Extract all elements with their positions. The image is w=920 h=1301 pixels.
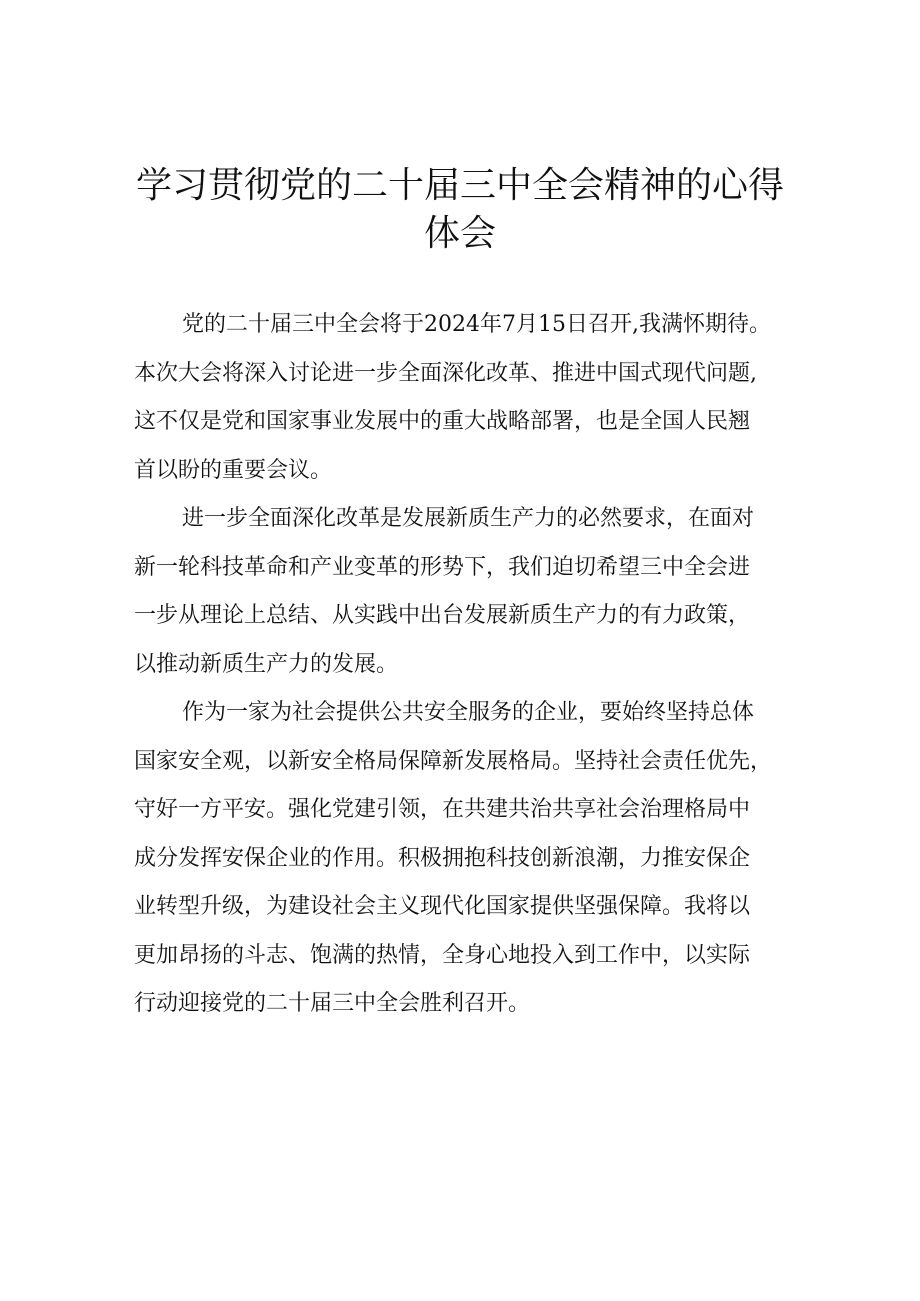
paragraph-line: 行动迎接党的二十届三中全会胜利召开。 bbox=[134, 991, 531, 1016]
paragraph-line: 以推动新质生产力的发展。 bbox=[134, 651, 399, 677]
paragraph-line: 新一轮科技革命和产业变革的形势下，我们迫切希望三中全会进 bbox=[134, 554, 751, 580]
paragraph-line: 成分发挥安保企业的作用。积极拥抱科技创新浪潮，力推安保企 bbox=[134, 845, 751, 871]
paragraph-1 bbox=[134, 301, 794, 495]
paragraph-line: 业转型升级，为建设社会主义现代化国家提供坚强保障。我将以 bbox=[134, 894, 751, 919]
paragraph-2 bbox=[134, 495, 794, 689]
paragraph-line: 进一步全面深化改革是发展新质生产力的必然要求，在面对 bbox=[182, 506, 755, 531]
paragraph-3 bbox=[134, 689, 794, 1029]
document-body bbox=[134, 301, 794, 1029]
title-line-2: 体会 bbox=[423, 213, 496, 254]
paragraph-line: 作为一家为社会提供公共安全服务的企业，要始终坚持总体 bbox=[182, 700, 755, 725]
paragraph-line: 首以盼的重要会议。 bbox=[134, 457, 333, 483]
document-title bbox=[130, 162, 790, 258]
paragraph-line: 国家安全观，以新安全格局保障新发展格局。坚持社会责任优先， bbox=[134, 748, 773, 774]
paragraph-line: 一步从理论上总结、从实践中出台发展新质生产力的有力政策， bbox=[134, 603, 751, 628]
title-line-1: 学习贯彻党的二十届三中全会精神的心得 bbox=[135, 165, 784, 206]
paragraph-line: 更加昂扬的斗志、饱满的热情，全身心地投入到工作中，以实际 bbox=[134, 942, 751, 968]
paragraph-line: 这不仅是党和国家事业发展中的重大战略部署，也是全国人民翘 bbox=[134, 409, 751, 434]
paragraph-line: 本次大会将深入讨论进一步全面深化改革、推进中国式现代问题, bbox=[134, 360, 757, 386]
paragraph-line: 党的二十届三中全会将于2024年7月15日召开,我满怀期待。 bbox=[182, 312, 771, 337]
paragraph-line: 守好一方平安。强化党建引领，在共建共治共享社会治理格局中 bbox=[134, 797, 751, 822]
